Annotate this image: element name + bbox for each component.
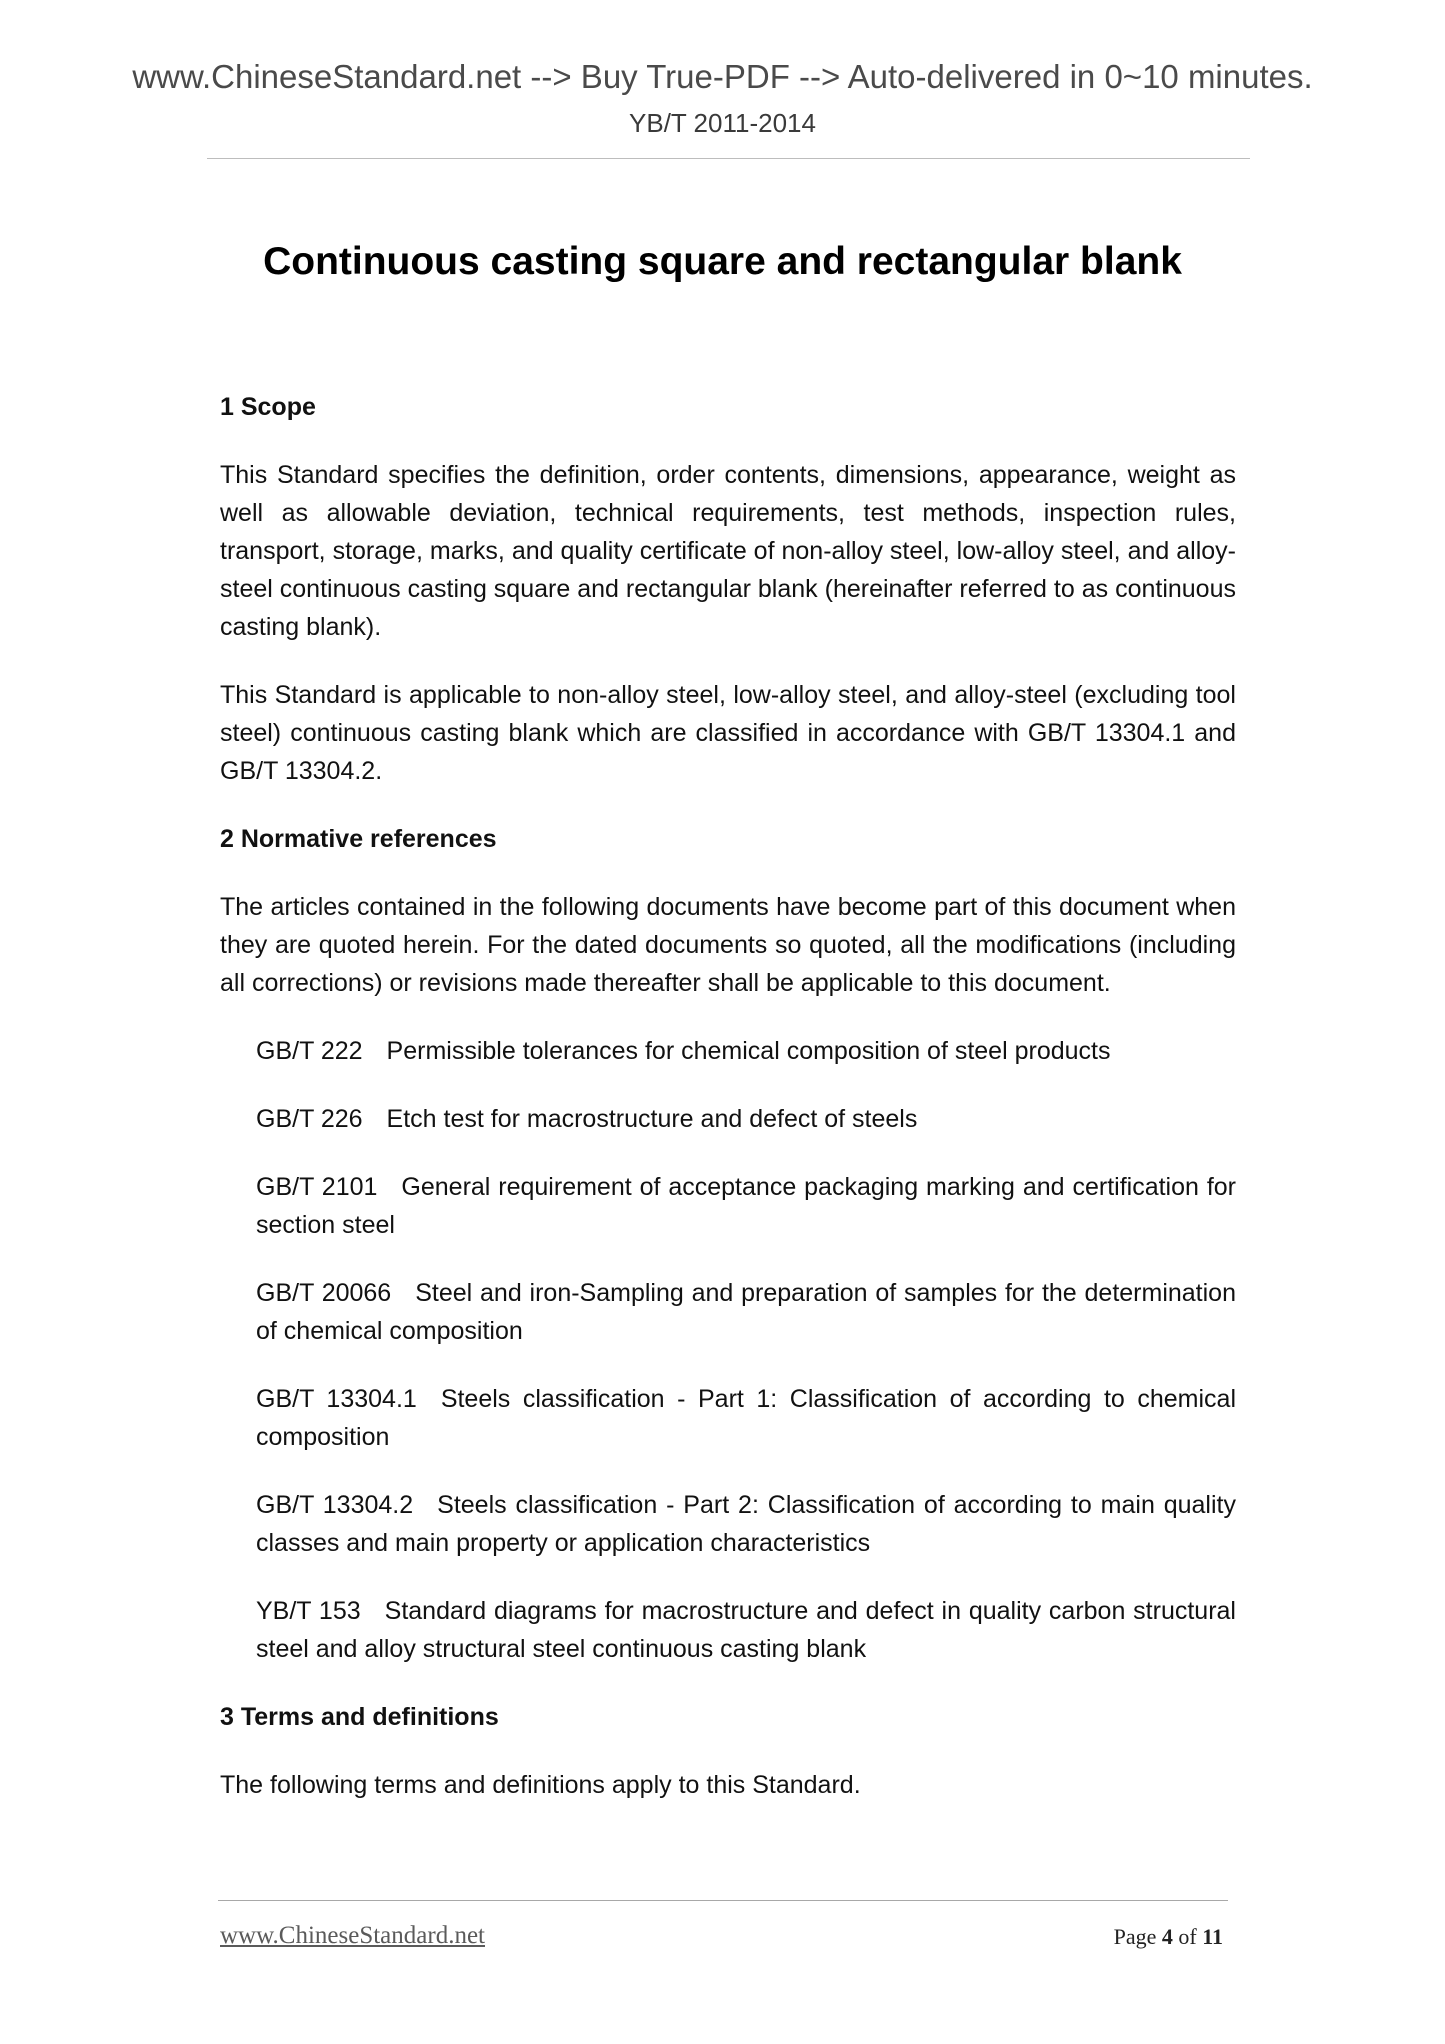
normative-intro-paragraph: The articles contained in the following documents have become part of this document when they are quoted herein. For the dated documents so quoted, all the modifications (including all corrections) or revisions made thereafter shall be applicable to this document. [220,893,1236,997]
reference-item [256,1380,1236,1456]
reference-item [256,1486,1236,1562]
reference-title: Standard diagrams for macrostructure and defect in quality carbon structural steel and alloy structural steel continuous casting blank [256,1597,1236,1663]
reference-title: Permissible tolerances for chemical composition of steel products [386,1037,1111,1065]
reference-item [256,1032,1236,1070]
reference-title: General requirement of acceptance packaging marking and certification for section steel [256,1173,1237,1239]
reference-title: Etch test for macrostructure and defect of steels [386,1105,918,1133]
reference-title: Steels classification - Part 1: Classification of according to chemical composition [256,1385,1237,1451]
document-title: Continuous casting square and rectangular blank [263,240,1182,283]
reference-code: GB/T 20066 [256,1279,392,1307]
header-banner: www.ChineseStandard.net --> Buy True-PDF --> Auto-delivered in 0~10 minutes. [132,58,1313,95]
page-of: of [1178,1924,1197,1949]
footer-website-link[interactable]: www.ChineseStandard.net [220,1922,485,1949]
reference-code: GB/T 2101 [256,1173,378,1201]
reference-code: GB/T 222 [256,1037,363,1065]
reference-item [256,1592,1236,1668]
section-heading-scope: 1 Scope [220,393,316,421]
reference-title: Steels classification - Part 2: Classification of according to main quality classes and main property or application characteristics [256,1491,1236,1557]
section-heading-normative-references: 2 Normative references [220,825,497,853]
reference-code: GB/T 13304.1 [256,1385,417,1413]
page-total: 11 [1202,1924,1223,1949]
reference-item [256,1100,1236,1138]
header-divider [207,158,1250,159]
section-heading-terms-and-definitions: 3 Terms and definitions [220,1703,499,1731]
reference-title: Steel and iron-Sampling and preparation of samples for the determination of chemical composition [256,1279,1236,1345]
reference-code: GB/T 13304.2 [256,1491,414,1519]
page-indicator [1114,1924,1223,1950]
document-number: YB/T 2011-2014 [629,108,816,138]
footer-divider [218,1900,1228,1901]
reference-code: GB/T 226 [256,1105,363,1133]
terms-paragraph-1: The following terms and definitions apply to this Standard. [220,1771,861,1799]
page-prefix: Page [1113,1924,1157,1949]
reference-item [256,1274,1236,1350]
page-current: 4 [1161,1924,1173,1949]
reference-item [256,1168,1236,1244]
scope-paragraph-2: This Standard is applicable to non-alloy steel, low-alloy steel, and alloy-steel (excluding tool steel) continuous casting blank which are classified in accordance with GB/T 13304.1 and GB/T 13304.2. [220,681,1236,785]
document-body [220,388,1236,1834]
scope-paragraph-1: This Standard specifies the definition, order contents, dimensions, appearance, weight as well as allowable deviation, technical requirements, test methods, inspection rules, transport, storage, marks, and quality certificate of non-alloy steel, low-alloy steel, and alloy-steel continuous casting square and rectangular blank (hereinafter referred to as continuous casting blank). [220,461,1236,641]
reference-code: YB/T 153 [256,1597,361,1625]
